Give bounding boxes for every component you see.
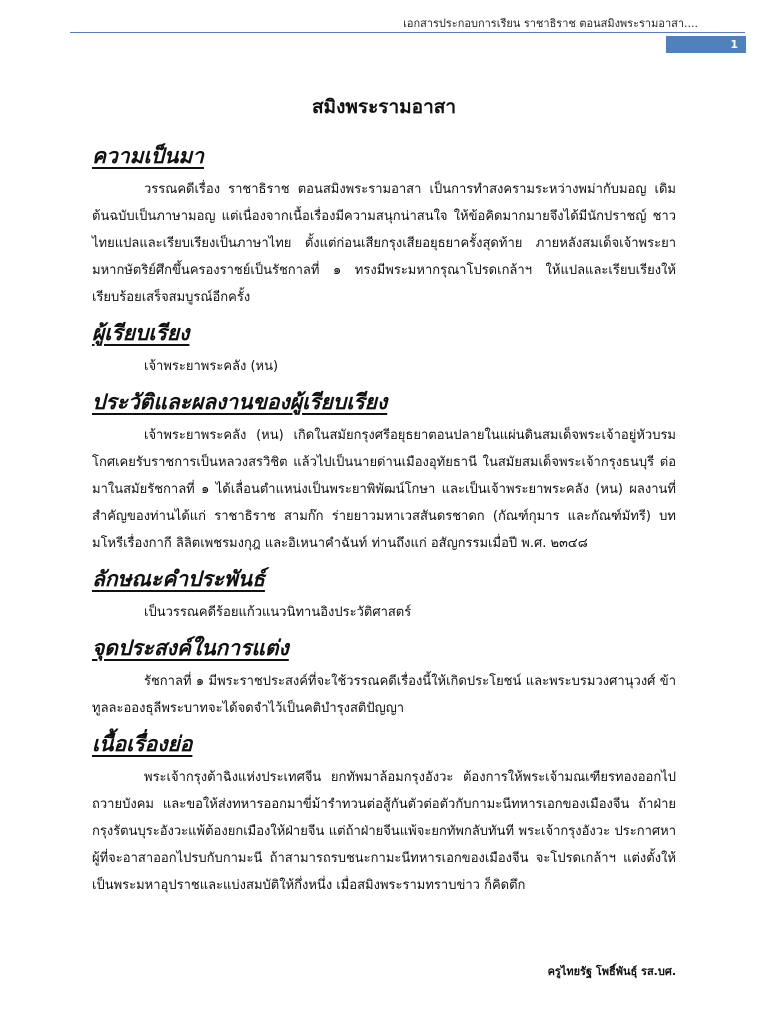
- section-heading-synopsis: เนื้อเรื่องย่อ: [92, 731, 193, 756]
- section-heading-biography: ประวัติและผลงานของผู้เรียบเรียง: [92, 389, 388, 414]
- purpose-paragraph: รัชกาลที่ ๑ มีพระราชประสงค์ที่จะใช้วรรณคดีเรื่องนี้ให้เกิดประโยชน์ และพระบรมวงศานุวงศ์ ข้าทูลละอองธุลีพระบาทจะได้จดจำไว้เป็นคติบำรุงสติปัญญา: [92, 674, 676, 716]
- section-heading-compiler: ผู้เรียบเรียง: [92, 320, 190, 345]
- section-heading-purpose: จุดประสงค์ในการแต่ง: [92, 635, 289, 660]
- page-header: เอกสารประกอบการเรียน ราชาธิราช ตอนสมิงพระรามอาสา....: [403, 17, 698, 30]
- synopsis-paragraph: พระเจ้ากรุงต้าฉิงแห่งประเทศจีน ยกทัพมาล้อมกรุงอังวะ ต้องการให้พระเจ้ามณเฑียรทองออกไปถวายบังคม และขอให้ส่งทหารออกมาขี่ม้ารำทวนต่อสู้กันตัวต่อตัวกับกามะนีทหารเอกของเมืองจีน ถ้าฝ่ายกรุงรัตนบุระอังวะแพ้ต้องยกเมืองให้ฝ่ายจีน แต่ถ้าฝ่ายจีนแพ้จะยกทัพกลับทันที พระเจ้ากรุงอังวะ ประกาศหาผู้ที่จะอาสาออกไปรบกับกามะนี ถ้าสามารถรบชนะกามะนีทหารเอกของเมืองจีน จะโปรดเกล้าฯ แต่งตั้งให้เป็นพระมหาอุปราชและแบ่งสมบัติให้กึ่งหนึ่ง เมื่อสมิงพระรามทราบข่าว ก็คิดตึก: [92, 770, 676, 893]
- characteristics-text: เป็นวรรณคดีร้อยแก้วแนวนิทานอิงประวัติศาสตร์: [144, 605, 412, 620]
- page-number-badge: 1: [666, 36, 746, 53]
- section-heading-background: ความเป็นมา: [92, 143, 204, 168]
- document-title: สมิงพระรามอาสา: [311, 96, 457, 118]
- section-heading-characteristics: ลักษณะคำประพันธ์: [92, 566, 265, 591]
- header-divider: [70, 32, 745, 33]
- compiler-name: เจ้าพระยาพระคลัง (หน): [144, 359, 279, 374]
- background-paragraph: วรรณคดีเรื่อง ราชาธิราช ตอนสมิงพระรามอาสา เป็นการทำสงครามระหว่างพม่ากับมอญ เดิมต้นฉบับเป็นภาษามอญ แต่เนื่องจากเนื้อเรื่องมีความสนุกน่าสนใจ ให้ข้อคิดมากมายจึงได้มีนักปราชญ์ ชาวไทยแปลและเรียบเรียงเป็นภาษาไทย ตั้งแต่ก่อนเสียกรุงเสียอยุธยาครั้งสุดท้าย ภายหลังสมเด็จเจ้าพระยามหากษัตริย์ศึกขึ้นครองราชย์เป็นรัชกาลที่ ๑ ทรงมีพระมหากรุณาโปรดเกล้าฯ ให้แปลและเรียบเรียงให้เรียบร้อยเสร็จสมบูรณ์อีกครั้ง: [92, 182, 676, 305]
- page-footer: ครูไทยรัฐ โพธิ์พันธุ์ รส.บศ.: [547, 965, 676, 978]
- biography-paragraph: เจ้าพระยาพระคลัง (หน) เกิดในสมัยกรุงศรีอยุธยาตอนปลายในแผ่นดินสมเด็จพระเจ้าอยู่หัวบรมโกศเคยรับราชการเป็นหลวงสรวิชิต แล้วไปเป็นนายด่านเมืองอุทัยธานี ในสมัยสมเด็จพระเจ้ากรุงธนบุรี ต่อมาในสมัยรัชกาลที่ ๑ ได้เลื่อนตำแหน่งเป็นพระยาพิพัฒน์โกษา และเป็นเจ้าพระยาพระคลัง (หน) ผลงานที่สำคัญของท่านได้แก่ ราชาธิราช สามก๊ก ร่ายยาวมหาเวสสันดรชาดก (กัณฑ์กุมาร และกัณฑ์มัทรี) บทมโหรีเรื่องกากี ลิลิตเพชรมงกุฎ และอิเหนาคำฉันท์ ท่านถึงแก่ อสัญกรรมเมื่อปี พ.ศ. ๒๓๔๘: [92, 428, 676, 551]
- document-body: [92, 136, 676, 901]
